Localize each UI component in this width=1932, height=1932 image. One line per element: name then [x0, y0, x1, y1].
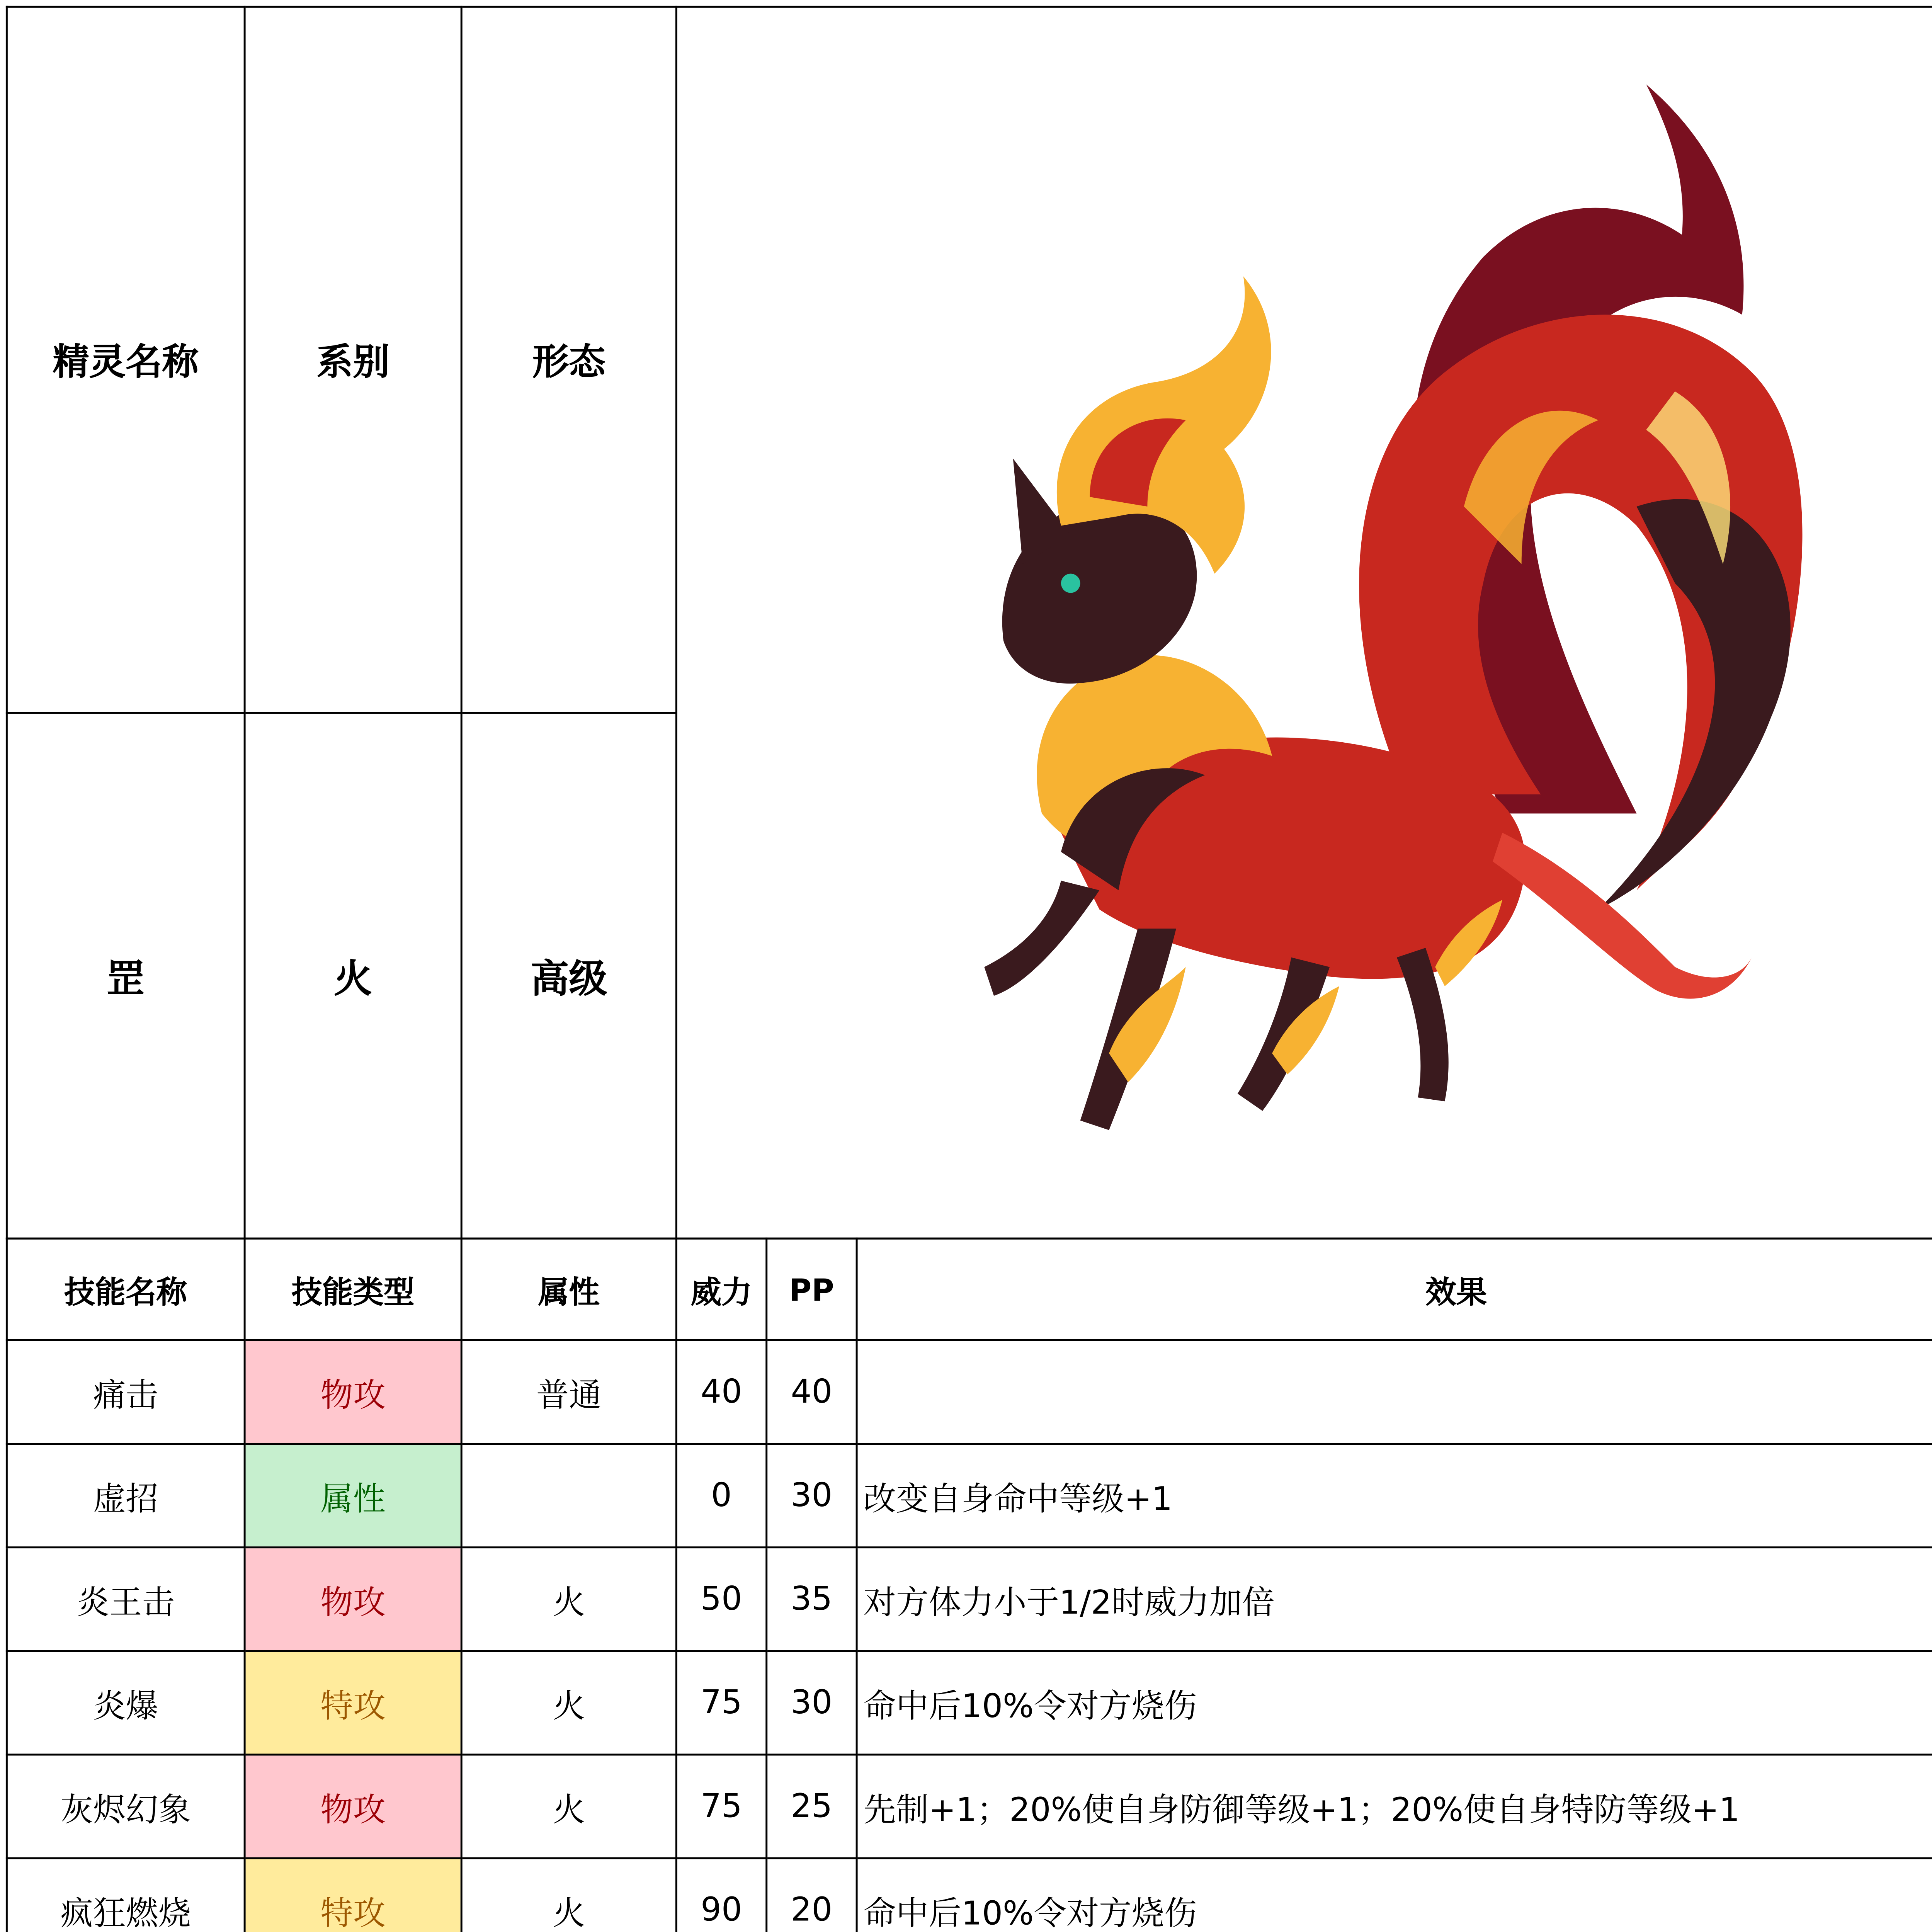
header-element-label: 系别: [245, 7, 461, 712]
skill-attribute-cell: [461, 1444, 676, 1548]
skill-row: [7, 1340, 1932, 1444]
pet-header-table: [6, 6, 1932, 1240]
col-header-skill-name: 技能名称: [7, 1238, 245, 1340]
col-header-pp: PP: [767, 1238, 857, 1340]
skill-pp-cell: 30: [767, 1651, 857, 1755]
skill-row: [7, 1444, 1932, 1548]
skill-pp-cell: 40: [767, 1340, 857, 1444]
tail-ribbon: [1493, 833, 1752, 999]
skill-name-cell: 虚招: [7, 1444, 245, 1548]
skill-row: [7, 1858, 1932, 1932]
skill-row: [7, 1548, 1932, 1651]
skill-power-cell: 90: [676, 1858, 766, 1932]
skill-power-cell: 0: [676, 1444, 766, 1548]
col-header-effect: 效果: [857, 1238, 1932, 1340]
pet-name-value: 罡: [7, 712, 245, 1239]
skill-power-cell: 75: [676, 1651, 766, 1755]
col-header-skill-type: 技能类型: [245, 1238, 461, 1340]
pet-artwork-cell: [676, 7, 1932, 1238]
skill-attribute-cell: 火: [461, 1548, 676, 1651]
skill-pp-cell: 20: [767, 1858, 857, 1932]
col-header-attribute: 属性: [461, 1238, 676, 1340]
skill-power-cell: 40: [676, 1340, 766, 1444]
skill-name-cell: 炎爆: [7, 1651, 245, 1755]
skill-pp-cell: 35: [767, 1548, 857, 1651]
skill-table: [6, 1238, 1932, 1932]
skill-effect-cell: 先制+1；20%使自身防御等级+1；20%使自身特防等级+1: [857, 1755, 1932, 1858]
pet-artwork-image: [677, 8, 1932, 1238]
skill-row: [7, 1651, 1932, 1755]
header-form-label: 形态: [461, 7, 676, 712]
skill-type-cell: 特攻: [245, 1651, 461, 1755]
pet-element-value: 火: [245, 712, 461, 1239]
skill-type-cell: 物攻: [245, 1340, 461, 1444]
skill-power-cell: 75: [676, 1755, 766, 1858]
eye: [1061, 574, 1080, 593]
pet-form-value: 高级: [461, 712, 676, 1239]
skill-name-cell: 痛击: [7, 1340, 245, 1444]
skill-type-cell: 特攻: [245, 1858, 461, 1932]
skill-type-cell: 属性: [245, 1444, 461, 1548]
skill-attribute-cell: 火: [461, 1858, 676, 1932]
skill-pp-cell: 25: [767, 1755, 857, 1858]
skill-effect-cell: 命中后10%令对方烧伤: [857, 1651, 1932, 1755]
skill-type-cell: 物攻: [245, 1755, 461, 1858]
leg-front-left: [984, 881, 1099, 996]
skill-effect-cell: 改变自身命中等级+1: [857, 1444, 1932, 1548]
skill-power-cell: 50: [676, 1548, 766, 1651]
skill-effect-cell: [857, 1340, 1932, 1444]
skill-name-cell: 灰烬幻象: [7, 1755, 245, 1858]
header-name-label: 精灵名称: [7, 7, 245, 712]
skill-pp-cell: 30: [767, 1444, 857, 1548]
skill-attribute-cell: 火: [461, 1755, 676, 1858]
skill-row: [7, 1755, 1932, 1858]
skill-effect-cell: 对方体力小于1/2时威力加倍: [857, 1548, 1932, 1651]
skill-header-row: [7, 1238, 1932, 1340]
skill-name-cell: 炎王击: [7, 1548, 245, 1651]
skill-attribute-cell: 火: [461, 1651, 676, 1755]
skill-effect-cell: 命中后10%令对方烧伤: [857, 1858, 1932, 1932]
skill-type-cell: 物攻: [245, 1548, 461, 1651]
col-header-power: 威力: [676, 1238, 766, 1340]
skill-name-cell: 疯狂燃烧: [7, 1858, 245, 1932]
skill-attribute-cell: 普通: [461, 1340, 676, 1444]
